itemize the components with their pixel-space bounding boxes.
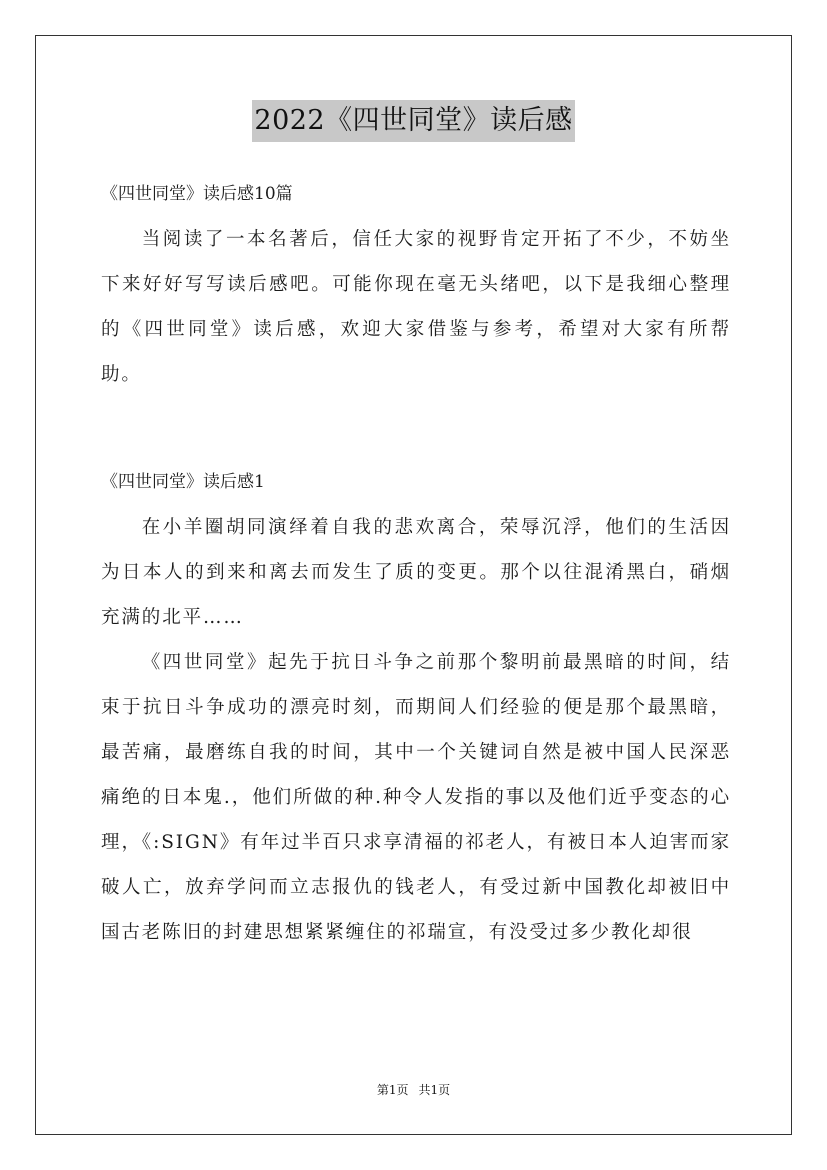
body-paragraph: 在小羊圈胡同演绎着自我的悲欢离合，荣辱沉浮，他们的生活因为日本人的到来和离去而发生了质的变更。那个以往混淆黑白，硝烟充满的北平…… xyxy=(101,517,731,628)
page-number: 第1页 xyxy=(376,1083,409,1097)
document-body xyxy=(101,172,731,955)
title-container xyxy=(0,100,827,142)
section-heading: 《四世同堂》读后感1 xyxy=(101,472,265,492)
intro-paragraph: 当阅读了一本名著后，信任大家的视野肯定开拓了不少，不妨坐下来好好写写读后感吧。可能你现在毫无头绪吧，以下是我细心整理的《四世同堂》读后感，欢迎大家借鉴与参考，希望对大家有所帮助。 xyxy=(101,229,731,385)
body-paragraph: 《四世同堂》起先于抗日斗争之前那个黎明前最黑暗的时间，结束于抗日斗争成功的漂亮时刻，而期间人们经验的便是那个最黑暗，最苦痛，最磨练自我的时间，其中一个关键词自然是被中国人民深恶痛绝的日本鬼.，他们所做的种.种令人发指的事以及他们近乎变态的心理，《:SIGN》有年过半百只求享清福的祁老人，有被日本人迫害而家破人亡，放弃学问而立志报仇的钱老人，有受过新中国教化却被旧中国古老陈旧的封建思想紧紧缠住的祁瑞宣，有没受过多少教化却很 xyxy=(101,652,731,943)
document-subtitle: 《四世同堂》读后感10篇 xyxy=(101,184,293,204)
document-title: 2022《四世同堂》读后感 xyxy=(252,100,574,142)
page-footer xyxy=(0,1082,827,1098)
page-total: 共1页 xyxy=(418,1083,451,1097)
